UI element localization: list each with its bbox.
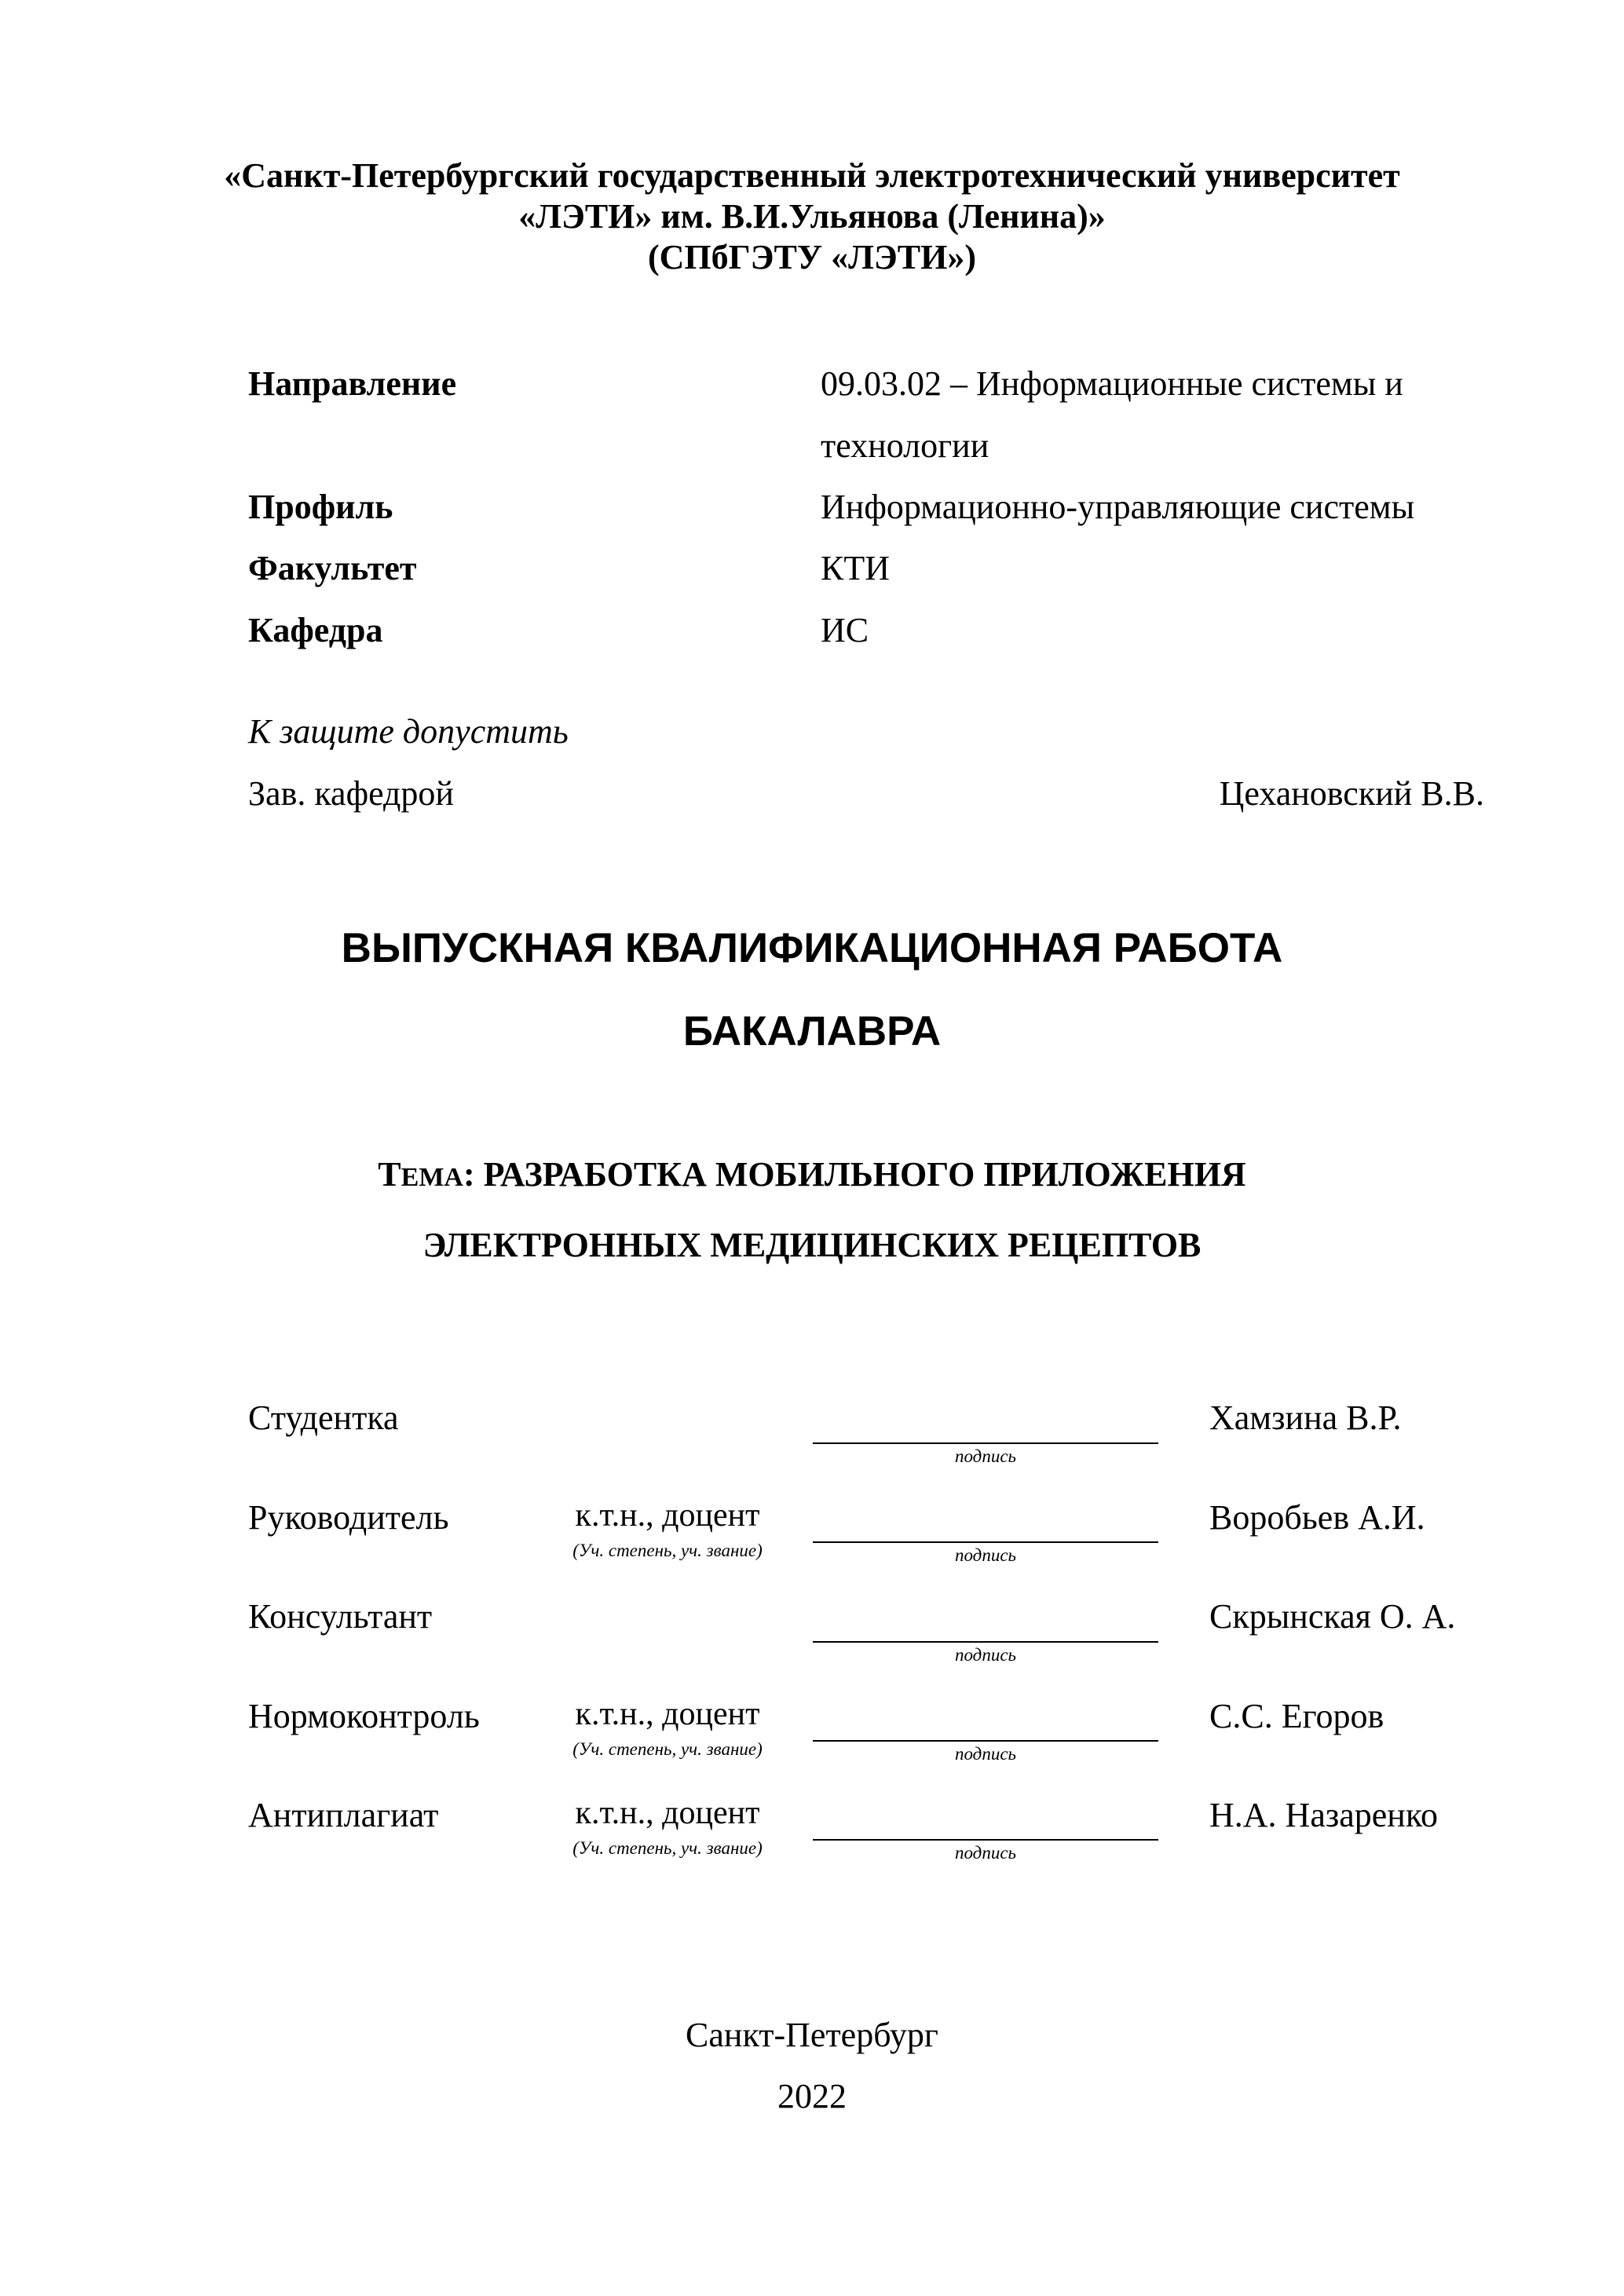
- footer-year: 2022: [777, 2077, 847, 2115]
- info-value-direction-cont: технологии: [821, 426, 989, 465]
- sig-degree-caption-normcontrol: (Уч. степень, уч. звание): [572, 1739, 763, 1759]
- signature-line-consultant: [813, 1641, 1158, 1643]
- topic-prefix-initial: Т: [378, 1155, 401, 1194]
- work-title-line2: БАКАЛАВРА: [682, 1008, 942, 1055]
- head-of-department-title: Зав. кафедрой: [248, 774, 454, 813]
- head-of-department-name: Цехановский В.В.: [1219, 774, 1484, 813]
- info-label-direction: Направление: [248, 364, 457, 403]
- signature-line-antiplagiarism: [813, 1839, 1158, 1841]
- info-value-profile: Информационно-управляющие системы: [821, 488, 1415, 526]
- sig-name-antiplagiarism: Н.А. Назаренко: [1209, 1796, 1438, 1834]
- work-title-line1: ВЫПУСКНАЯ КВАЛИФИКАЦИОННАЯ РАБОТА: [341, 925, 1283, 971]
- sig-degree-caption-antiplagiarism: (Уч. степень, уч. звание): [572, 1838, 763, 1858]
- topic-prefix-colon: :: [463, 1155, 475, 1194]
- sig-degree-caption-supervisor: (Уч. степень, уч. звание): [572, 1541, 763, 1560]
- info-label-department: Кафедра: [248, 611, 383, 649]
- sig-role-consultant: Консультант: [248, 1597, 433, 1636]
- topic-line1: [0, 1154, 1624, 1198]
- signature-caption-supervisor: подпись: [954, 1545, 1016, 1565]
- info-label-profile: Профиль: [248, 488, 393, 526]
- signature-line-supervisor: [813, 1541, 1158, 1543]
- sig-role-student: Студентка: [248, 1398, 399, 1437]
- university-header: [0, 155, 1624, 278]
- footer-city: Санкт-Петербург: [686, 2016, 938, 2054]
- sig-name-normcontrol: С.С. Егоров: [1209, 1697, 1384, 1735]
- info-value-department: ИС: [821, 611, 869, 649]
- info-value-direction: 09.03.02 – Информационные системы и: [821, 364, 1403, 403]
- signature-caption-normcontrol: подпись: [954, 1744, 1016, 1764]
- sig-role-normcontrol: Нормоконтроль: [248, 1697, 480, 1735]
- topic-text-line1: РАЗРАБОТКА МОБИЛЬНОГО ПРИЛОЖЕНИЯ: [483, 1155, 1246, 1194]
- university-abbreviation: (СПбГЭТУ «ЛЭТИ»): [648, 238, 976, 276]
- sig-role-antiplagiarism: Антиплагиат: [248, 1796, 439, 1834]
- signature-caption-antiplagiarism: подпись: [954, 1843, 1016, 1863]
- signature-line-normcontrol: [813, 1740, 1158, 1742]
- sig-degree-antiplagiarism: к.т.н., доцент: [575, 1795, 760, 1831]
- topic-line2: ЭЛЕКТРОННЫХ МЕДИЦИНСКИХ РЕЦЕПТОВ: [422, 1226, 1202, 1264]
- sig-name-supervisor: Воробьев А.И.: [1209, 1498, 1425, 1537]
- university-name-line1: «Санкт-Петербургский государственный электротехнический университет: [224, 156, 1400, 195]
- sig-name-student: Хамзина В.Р.: [1209, 1398, 1402, 1437]
- info-label-faculty: Факультет: [248, 549, 417, 587]
- signature-caption-student: подпись: [954, 1446, 1016, 1466]
- admission-note: К защите допустить: [248, 712, 569, 751]
- sig-name-consultant: Скрынская О. А.: [1209, 1597, 1456, 1636]
- sig-degree-supervisor: к.т.н., доцент: [575, 1497, 760, 1534]
- signature-caption-consultant: подпись: [954, 1645, 1016, 1665]
- university-name-line2: «ЛЭТИ» им. В.И.Ульянова (Ленина)»: [518, 197, 1106, 236]
- sig-degree-normcontrol: к.т.н., доцент: [575, 1696, 760, 1732]
- topic-prefix-rest: ЕМА: [401, 1163, 463, 1192]
- sig-role-supervisor: Руководитель: [248, 1498, 449, 1537]
- info-value-faculty: КТИ: [821, 549, 890, 587]
- signature-line-student: [813, 1442, 1158, 1444]
